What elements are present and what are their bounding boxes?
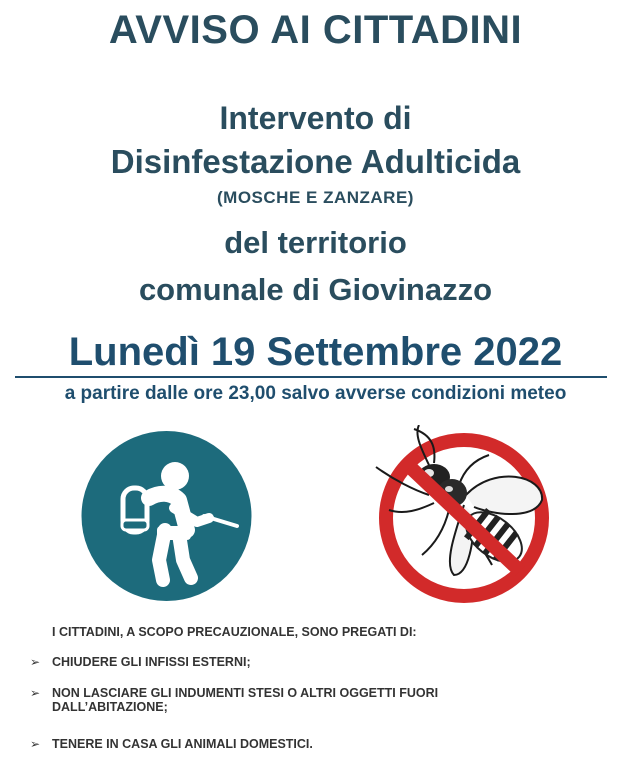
subtitle-territory: del territorio: [224, 225, 407, 260]
event-date: Lunedì 19 Settembre 2022: [68, 330, 563, 374]
instructions-intro: I CITTADINI, A SCOPO PRECAUZIONALE, SONO PREGATI DI:: [52, 625, 417, 639]
instruction-text: NON LASCIARE GLI INDUMENTI STESI O ALTRI OGGETTI FUORI DALL’ABITAZIONE;: [52, 686, 439, 714]
no-insects-icon: [374, 425, 554, 607]
arrow-bullet-icon: ➢: [30, 686, 41, 700]
subtitle-municipality: comunale di Giovinazzo: [138, 272, 493, 307]
subtitle-intervention: Intervento di: [219, 100, 412, 136]
notice-title: AVVISO AI CITTADINI: [108, 8, 523, 52]
instruction-item: [30, 686, 522, 714]
instruction-text: CHIUDERE GLI INFISSI ESTERNI;: [52, 655, 251, 669]
arrow-bullet-icon: ➢: [30, 737, 41, 751]
subtitle-disinfestation: Disinfestazione Adulticida: [110, 143, 521, 180]
instruction-item: [30, 737, 522, 751]
date-underline: [15, 376, 607, 378]
pesticide-sprayer-icon: [79, 430, 254, 602]
instruction-item: [30, 655, 522, 669]
event-time: a partire dalle ore 23,00 salvo avverse condizioni meteo: [64, 383, 567, 404]
subtitle-targets: (MOSCHE E ZANZARE): [217, 188, 414, 207]
instruction-text: TENERE IN CASA GLI ANIMALI DOMESTICI.: [52, 737, 313, 751]
arrow-bullet-icon: ➢: [30, 655, 41, 669]
